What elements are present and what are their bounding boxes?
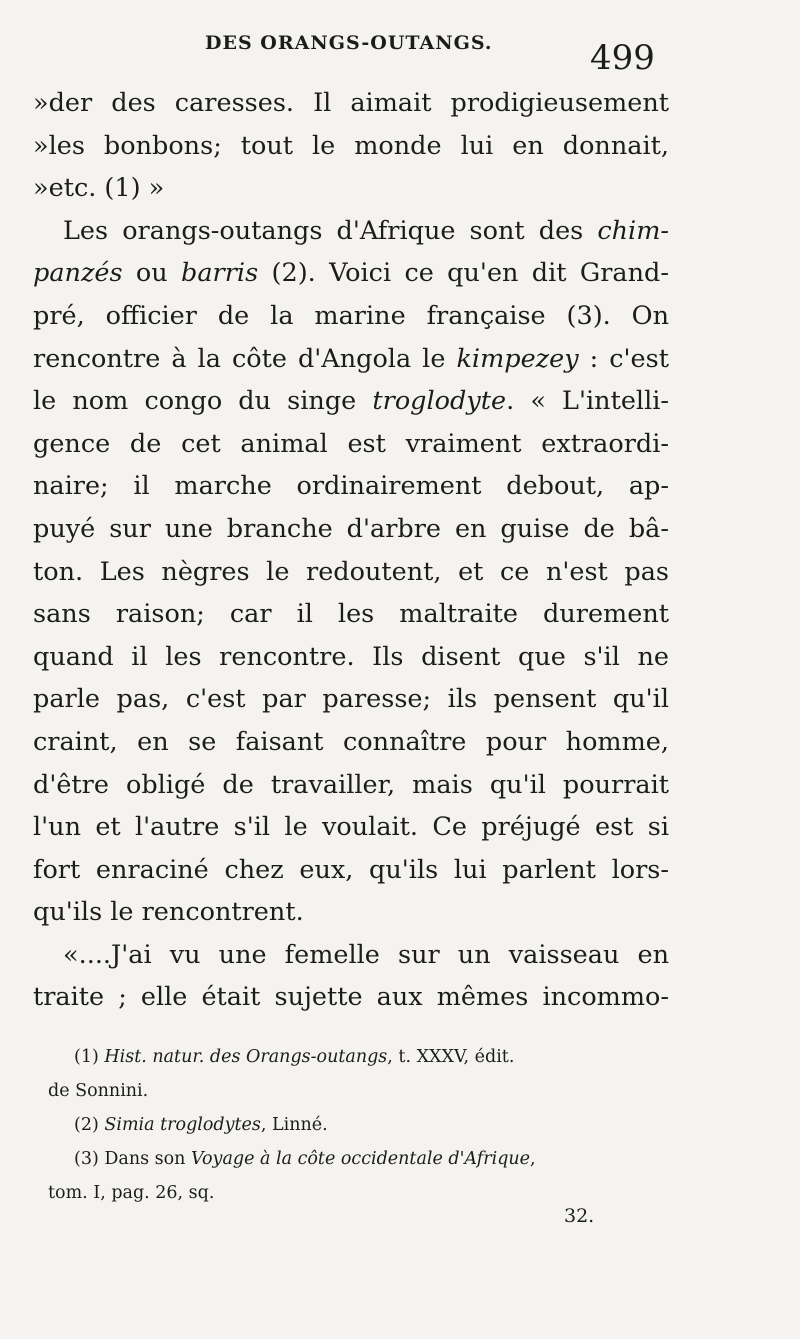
text-line xyxy=(33,210,669,253)
footnotes xyxy=(48,1040,664,1210)
footnote-1 xyxy=(48,1040,664,1074)
footnote-2 xyxy=(48,1108,664,1142)
text-line: gence de cet animal est vraiment extraordi- xyxy=(33,428,669,459)
text-line: pré, officier de la marine française (3). On xyxy=(33,300,669,331)
text-segment: rencontre à la côte d'Angola le xyxy=(33,343,457,374)
text-line: »der des caresses. Il aimait prodigieusement xyxy=(33,88,669,118)
text-segment: (2). Voici ce qu'en dit Grand- xyxy=(258,258,669,289)
italic-term: troglodyte xyxy=(372,386,507,417)
footnote-text: , t. XXXV, édit. xyxy=(387,1047,515,1067)
footnote-italic: Simia troglodytes xyxy=(104,1115,261,1135)
text-line: »les bonbons; tout le monde lui en donnait, xyxy=(33,130,669,161)
footnote-1-cont: de Sonnini. xyxy=(48,1081,149,1101)
text-line: «....J'ai vu une femelle sur un vaisseau en xyxy=(63,939,669,970)
footnote-3-cont: tom. I, pag. 26, sq. xyxy=(48,1183,215,1203)
text-segment: : c'est xyxy=(578,343,669,374)
text-line: fort enraciné chez eux, qu'ils lui parlent lors- xyxy=(33,854,669,885)
footnote-italic: Hist. natur. des Orangs-outangs xyxy=(104,1047,388,1067)
text-line: sans raison; car il les maltraite durement xyxy=(33,599,669,630)
text-line: traite ; elle était sujette aux mêmes incommo- xyxy=(33,982,669,1013)
text-line: qu'ils le rencontrent. xyxy=(33,897,304,928)
text-line: quand il les rencontre. Ils disent que s'il ne xyxy=(33,641,669,672)
footnote-italic: Voyage à la côte occidentale d'Afrique xyxy=(190,1149,531,1169)
text-line: ton. Les nègres le redoutent, et ce n'est pas xyxy=(33,556,669,587)
text-segment: le nom congo du singe xyxy=(33,386,373,417)
footnote-marker: (2) xyxy=(74,1115,105,1135)
italic-term: barris xyxy=(181,258,259,289)
text-line xyxy=(33,380,669,423)
body-text xyxy=(33,82,669,1019)
footnote-text: , Linné. xyxy=(260,1115,328,1135)
text-line: d'être obligé de travailler, mais qu'il pourrait xyxy=(33,769,669,800)
italic-term: panzés xyxy=(33,258,123,289)
text-line xyxy=(33,338,669,381)
footnote-marker: (1) xyxy=(74,1047,105,1067)
signature-mark: 32. xyxy=(564,1205,595,1227)
footnote-divider xyxy=(36,1013,666,1014)
footnote-3 xyxy=(48,1142,664,1176)
italic-term: kimpezey xyxy=(456,343,579,374)
page-number: 499 xyxy=(590,38,655,78)
text-segment: ou xyxy=(122,258,182,289)
running-title: DES ORANGS-OUTANGS. xyxy=(205,32,493,54)
text-segment: Les orangs-outangs d'Afrique sont des xyxy=(63,215,598,246)
text-line: craint, en se faisant connaître pour homme, xyxy=(33,726,669,757)
text-line: puyé sur une branche d'arbre en guise de bâ- xyxy=(33,513,669,544)
text-line xyxy=(33,252,669,295)
text-line: l'un et l'autre s'il le voulait. Ce préjugé est si xyxy=(33,812,669,843)
text-line: naire; il marche ordinairement debout, ap- xyxy=(33,471,669,502)
text-line: »etc. (1) » xyxy=(33,173,165,204)
footnote-text: , xyxy=(530,1149,536,1169)
text-segment: . « L'intelli- xyxy=(506,386,669,417)
text-line: parle pas, c'est par paresse; ils pensent qu'il xyxy=(33,684,669,715)
footnote-marker: (3) Dans son xyxy=(74,1149,191,1169)
italic-term: chim- xyxy=(597,215,669,246)
